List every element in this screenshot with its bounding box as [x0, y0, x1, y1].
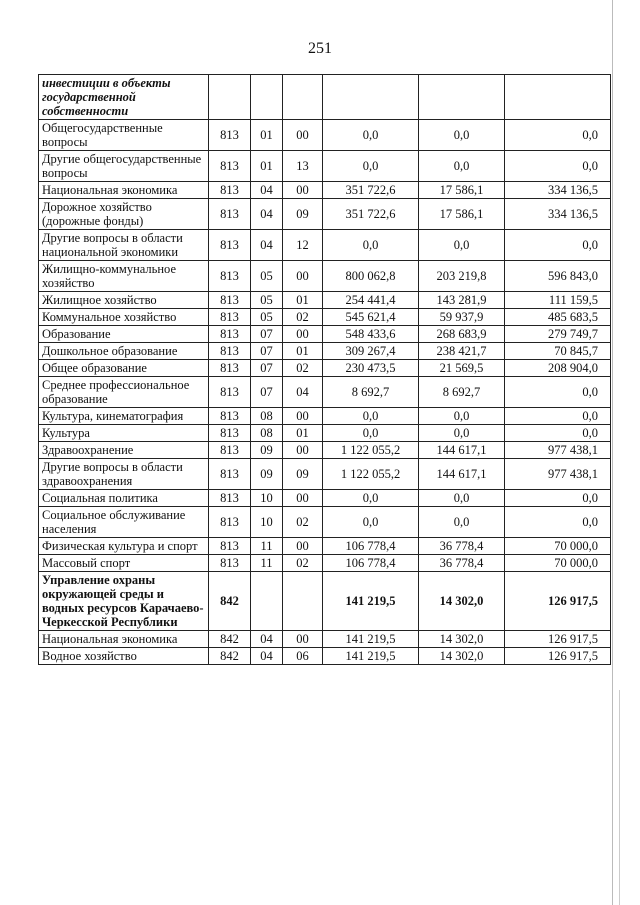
row-value-2: 238 421,7 [419, 343, 505, 360]
row-code-section: 07 [251, 343, 283, 360]
row-value-2: 0,0 [419, 120, 505, 151]
row-code-ministry: 813 [209, 360, 251, 377]
row-name: Общее образование [39, 360, 209, 377]
row-code-ministry: 813 [209, 326, 251, 343]
table-row [39, 442, 611, 459]
row-code-subsection: 02 [283, 309, 323, 326]
table-row [39, 425, 611, 442]
row-value-3: 208 904,0 [505, 360, 611, 377]
row-value-total: 0,0 [323, 151, 419, 182]
row-code-subsection: 00 [283, 261, 323, 292]
row-value-3: 977 438,1 [505, 459, 611, 490]
row-code-section: 07 [251, 377, 283, 408]
row-code-section: 04 [251, 631, 283, 648]
row-value-3: 70 000,0 [505, 555, 611, 572]
row-value-2: 0,0 [419, 230, 505, 261]
table-row [39, 261, 611, 292]
row-value-2: 14 302,0 [419, 648, 505, 665]
row-value-2: 14 302,0 [419, 631, 505, 648]
row-code-ministry: 842 [209, 631, 251, 648]
row-code-section: 04 [251, 182, 283, 199]
row-name: Национальная экономика [39, 631, 209, 648]
row-value-total: 351 722,6 [323, 182, 419, 199]
row-name: Среднее профессиональное образование [39, 377, 209, 408]
row-value-3: 111 159,5 [505, 292, 611, 309]
row-value-total: 141 219,5 [323, 572, 419, 631]
row-value-2 [419, 75, 505, 120]
row-value-2: 21 569,5 [419, 360, 505, 377]
row-name: Общегосударственные вопросы [39, 120, 209, 151]
row-code-section: 09 [251, 442, 283, 459]
row-name: Образование [39, 326, 209, 343]
table-row [39, 326, 611, 343]
row-value-3: 70 845,7 [505, 343, 611, 360]
row-code-ministry: 813 [209, 490, 251, 507]
row-code-ministry: 813 [209, 507, 251, 538]
row-value-3: 126 917,5 [505, 572, 611, 631]
row-code-subsection: 00 [283, 631, 323, 648]
row-value-total: 0,0 [323, 408, 419, 425]
row-value-2: 268 683,9 [419, 326, 505, 343]
row-code-section: 05 [251, 292, 283, 309]
row-code-subsection: 02 [283, 360, 323, 377]
row-value-total: 0,0 [323, 507, 419, 538]
row-value-3: 596 843,0 [505, 261, 611, 292]
row-code-ministry: 813 [209, 309, 251, 326]
table-row [39, 377, 611, 408]
row-value-total: 0,0 [323, 490, 419, 507]
table-row [39, 538, 611, 555]
row-code-section: 05 [251, 309, 283, 326]
row-value-3 [505, 75, 611, 120]
row-code-section [251, 75, 283, 120]
row-name: Культура, кинематография [39, 408, 209, 425]
scan-edge-line [619, 690, 620, 905]
row-value-2: 144 617,1 [419, 442, 505, 459]
row-value-2: 0,0 [419, 408, 505, 425]
row-value-2: 0,0 [419, 507, 505, 538]
row-code-section: 07 [251, 326, 283, 343]
row-name: Физическая культура и спорт [39, 538, 209, 555]
row-code-ministry: 813 [209, 343, 251, 360]
row-name: Массовый спорт [39, 555, 209, 572]
row-value-total: 800 062,8 [323, 261, 419, 292]
row-code-subsection: 09 [283, 199, 323, 230]
row-value-3: 0,0 [505, 151, 611, 182]
row-value-total: 106 778,4 [323, 555, 419, 572]
row-code-subsection: 13 [283, 151, 323, 182]
row-code-section: 09 [251, 459, 283, 490]
row-code-subsection [283, 75, 323, 120]
row-value-total: 309 267,4 [323, 343, 419, 360]
row-code-ministry [209, 75, 251, 120]
table-row [39, 309, 611, 326]
row-value-3: 0,0 [505, 408, 611, 425]
row-name: Коммунальное хозяйство [39, 309, 209, 326]
row-value-total: 0,0 [323, 425, 419, 442]
row-value-3: 0,0 [505, 120, 611, 151]
row-code-ministry: 813 [209, 292, 251, 309]
row-name: Национальная экономика [39, 182, 209, 199]
row-value-total: 106 778,4 [323, 538, 419, 555]
row-value-total: 0,0 [323, 120, 419, 151]
row-value-2: 203 219,8 [419, 261, 505, 292]
row-code-section: 01 [251, 151, 283, 182]
row-name: Культура [39, 425, 209, 442]
row-value-total: 351 722,6 [323, 199, 419, 230]
table-row [39, 75, 611, 120]
row-value-3: 126 917,5 [505, 631, 611, 648]
row-name: Социальная политика [39, 490, 209, 507]
row-name: Дошкольное образование [39, 343, 209, 360]
row-value-3: 334 136,5 [505, 182, 611, 199]
table-row [39, 360, 611, 377]
row-name: Другие вопросы в области национальной экономики [39, 230, 209, 261]
row-code-subsection: 00 [283, 326, 323, 343]
row-value-2: 14 302,0 [419, 572, 505, 631]
row-code-ministry: 813 [209, 555, 251, 572]
row-code-section: 05 [251, 261, 283, 292]
row-name: Другие вопросы в области здравоохранения [39, 459, 209, 490]
table-row [39, 230, 611, 261]
row-value-2: 8 692,7 [419, 377, 505, 408]
row-code-subsection: 12 [283, 230, 323, 261]
table-row [39, 490, 611, 507]
row-code-subsection [283, 572, 323, 631]
row-code-subsection: 00 [283, 538, 323, 555]
row-value-total: 230 473,5 [323, 360, 419, 377]
row-code-subsection: 01 [283, 292, 323, 309]
row-value-3: 126 917,5 [505, 648, 611, 665]
row-value-total: 1 122 055,2 [323, 459, 419, 490]
row-value-total: 0,0 [323, 230, 419, 261]
row-value-total: 1 122 055,2 [323, 442, 419, 459]
row-value-2: 17 586,1 [419, 199, 505, 230]
page-number: 251 [308, 40, 332, 57]
row-code-section: 08 [251, 425, 283, 442]
row-code-ministry: 813 [209, 377, 251, 408]
scan-edge-line [612, 0, 613, 905]
row-code-section [251, 572, 283, 631]
row-value-total [323, 75, 419, 120]
table-body [39, 75, 611, 665]
row-code-ministry: 813 [209, 151, 251, 182]
row-code-section: 10 [251, 507, 283, 538]
row-value-3: 334 136,5 [505, 199, 611, 230]
row-code-ministry: 813 [209, 425, 251, 442]
row-code-subsection: 06 [283, 648, 323, 665]
row-code-section: 04 [251, 230, 283, 261]
row-value-2: 36 778,4 [419, 555, 505, 572]
row-name: Здравоохранение [39, 442, 209, 459]
row-code-section: 11 [251, 538, 283, 555]
row-code-subsection: 00 [283, 442, 323, 459]
row-value-total: 141 219,5 [323, 648, 419, 665]
table-row [39, 343, 611, 360]
row-code-ministry: 813 [209, 230, 251, 261]
row-code-section: 07 [251, 360, 283, 377]
row-value-total: 8 692,7 [323, 377, 419, 408]
row-code-ministry: 842 [209, 648, 251, 665]
row-value-2: 144 617,1 [419, 459, 505, 490]
table-row [39, 292, 611, 309]
row-code-section: 01 [251, 120, 283, 151]
row-value-3: 977 438,1 [505, 442, 611, 459]
row-code-ministry: 813 [209, 442, 251, 459]
row-value-2: 143 281,9 [419, 292, 505, 309]
row-code-ministry: 813 [209, 120, 251, 151]
row-code-ministry: 813 [209, 199, 251, 230]
row-code-subsection: 09 [283, 459, 323, 490]
row-value-3: 70 000,0 [505, 538, 611, 555]
row-code-section: 11 [251, 555, 283, 572]
table-row [39, 182, 611, 199]
row-code-section: 04 [251, 199, 283, 230]
row-code-subsection: 00 [283, 490, 323, 507]
row-value-2: 0,0 [419, 490, 505, 507]
row-code-ministry: 813 [209, 459, 251, 490]
budget-table [38, 74, 611, 665]
row-code-subsection: 02 [283, 507, 323, 538]
row-name: Жилищно-коммунальное хозяйство [39, 261, 209, 292]
row-code-subsection: 01 [283, 343, 323, 360]
row-name: Социальное обслуживание населения [39, 507, 209, 538]
row-value-total: 545 621,4 [323, 309, 419, 326]
row-name: Управление охраны окружающей среды и водных ресурсов Карачаево-Черкесской Республики [39, 572, 209, 631]
row-code-ministry: 842 [209, 572, 251, 631]
row-value-total: 141 219,5 [323, 631, 419, 648]
table-row [39, 199, 611, 230]
table-row [39, 507, 611, 538]
row-code-section: 10 [251, 490, 283, 507]
row-code-ministry: 813 [209, 261, 251, 292]
table-row [39, 572, 611, 631]
row-value-2: 0,0 [419, 425, 505, 442]
row-value-3: 0,0 [505, 377, 611, 408]
row-value-total: 254 441,4 [323, 292, 419, 309]
row-value-3: 0,0 [505, 490, 611, 507]
row-value-3: 0,0 [505, 230, 611, 261]
row-code-ministry: 813 [209, 182, 251, 199]
row-name: Другие общегосударственные вопросы [39, 151, 209, 182]
row-value-2: 17 586,1 [419, 182, 505, 199]
table-row [39, 151, 611, 182]
table-row [39, 631, 611, 648]
table-row [39, 120, 611, 151]
row-code-ministry: 813 [209, 408, 251, 425]
row-code-subsection: 00 [283, 182, 323, 199]
row-name: Водное хозяйство [39, 648, 209, 665]
row-value-3: 0,0 [505, 507, 611, 538]
row-value-3: 0,0 [505, 425, 611, 442]
row-code-subsection: 04 [283, 377, 323, 408]
row-value-2: 36 778,4 [419, 538, 505, 555]
row-code-subsection: 00 [283, 408, 323, 425]
row-value-2: 0,0 [419, 151, 505, 182]
table-row [39, 408, 611, 425]
row-code-section: 04 [251, 648, 283, 665]
table-row [39, 555, 611, 572]
row-value-3: 279 749,7 [505, 326, 611, 343]
row-code-ministry: 813 [209, 538, 251, 555]
row-value-3: 485 683,5 [505, 309, 611, 326]
row-name: инвестиции в объекты государственной собственности [39, 75, 209, 120]
row-name: Дорожное хозяйство (дорожные фонды) [39, 199, 209, 230]
table-row [39, 648, 611, 665]
row-value-total: 548 433,6 [323, 326, 419, 343]
row-code-section: 08 [251, 408, 283, 425]
row-code-subsection: 00 [283, 120, 323, 151]
row-name: Жилищное хозяйство [39, 292, 209, 309]
row-value-2: 59 937,9 [419, 309, 505, 326]
row-code-subsection: 01 [283, 425, 323, 442]
row-code-subsection: 02 [283, 555, 323, 572]
table-row [39, 459, 611, 490]
